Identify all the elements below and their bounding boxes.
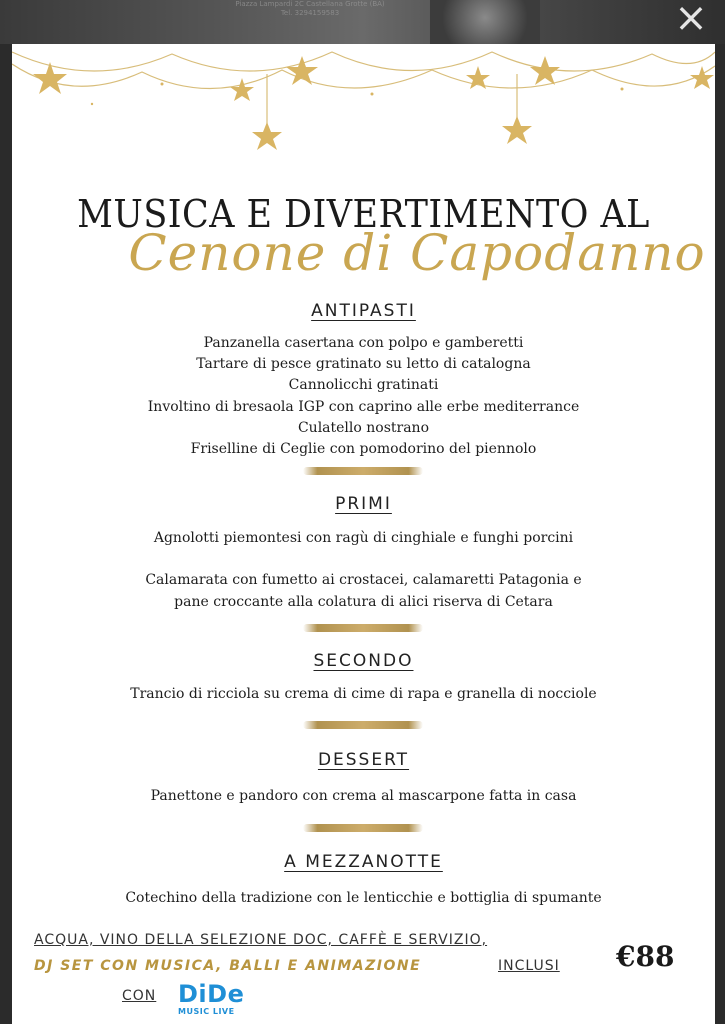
menu-image	[12, 44, 715, 1024]
dessert-item: Panettone e pandoro con crema al mascarpone fatta in casa	[150, 788, 577, 804]
gold-divider	[303, 721, 423, 729]
backdrop-address: Piazza Lampardi 2C Castellana Grotte (BA)	[235, 0, 385, 8]
menu-price: €88	[616, 940, 675, 973]
antipasti-heading: ANTIPASTI	[311, 301, 416, 321]
backdrop-phone: Tel. 3294159583	[280, 9, 340, 17]
secondo-item: Trancio di ricciola su crema di cime di rapa e granella di nocciole	[130, 686, 597, 702]
menu-title: MUSICA E DIVERTIMENTO AL	[77, 192, 650, 236]
dessert-heading: DESSERT	[317, 750, 410, 770]
gold-divider	[303, 467, 423, 475]
footer-included-label: INCLUSI	[498, 958, 560, 974]
dide-logo-subtext: MUSIC LIVE	[178, 1007, 235, 1016]
footer-dj-set: DJ SET CON MUSICA, BALLI E ANIMAZIONE	[34, 958, 422, 974]
antipasti-item: Involtino di bresaola IGP con caprino alle erbe mediterrance	[147, 399, 580, 415]
primi-item: Calamarata con fumetto ai crostacei, calamaretti Patagonia e	[145, 572, 582, 588]
gold-divider	[303, 624, 423, 632]
gold-divider	[303, 824, 423, 832]
menu-subtitle: Cenone di Capodanno	[128, 224, 706, 282]
backdrop-strip	[0, 0, 725, 44]
dide-logo-text: DiDe	[178, 980, 245, 1008]
mezzanotte-item: Cotechino della tradizione con le lenticchie e bottiglia di spumante	[125, 890, 602, 906]
footer-con-label: CON	[122, 988, 157, 1004]
primi-item: Agnolotti piemontesi con ragù di cinghiale e funghi porcini	[153, 530, 574, 546]
dide-music-live-logo	[178, 982, 248, 1024]
close-icon[interactable]: ×	[674, 0, 708, 41]
footer-included-services: ACQUA, VINO DELLA SELEZIONE DOC, CAFFÈ E SERVIZIO,	[34, 932, 488, 948]
antipasti-item: Tartare di pesce gratinato su letto di catalogna	[196, 356, 531, 372]
backdrop-text	[220, 0, 400, 18]
mezzanotte-heading: A MEZZANOTTE	[284, 852, 443, 872]
antipasti-item: Friselline di Ceglie con pomodorino del piennolo	[190, 441, 537, 457]
primi-heading: PRIMI	[335, 494, 392, 514]
antipasti-item: Culatello nostrano	[297, 420, 430, 436]
star-garland-decoration	[12, 44, 715, 164]
primi-item: pane croccante alla colatura di alici riserva di Cetara	[174, 594, 553, 610]
backdrop-image	[430, 0, 540, 44]
antipasti-item: Panzanella casertana con polpo e gamberetti	[203, 335, 524, 351]
antipasti-item: Cannolicchi gratinati	[288, 377, 439, 393]
secondo-heading: SECONDO	[313, 651, 414, 671]
